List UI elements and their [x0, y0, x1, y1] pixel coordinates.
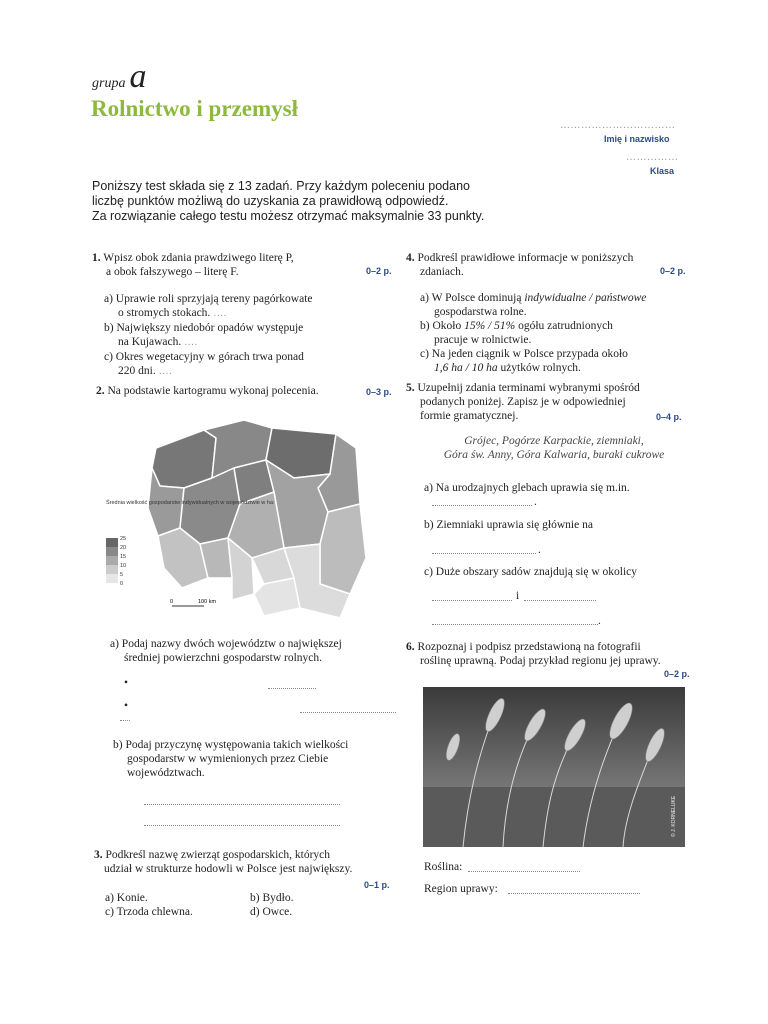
q1-statements: [104, 292, 313, 379]
q5-number: 5.: [406, 382, 415, 394]
class-label: Klasa: [650, 166, 675, 176]
q4-prompt: [406, 251, 633, 279]
q1-prompt: [92, 251, 294, 279]
q5-line: podanych poniżej. Zapisz je w odpowiedniej: [420, 396, 626, 408]
legend-swatch: [106, 538, 118, 547]
answer-line[interactable]: [432, 505, 532, 506]
q2a-line: średniej powierzchni gospodarstw rolnych.: [124, 652, 323, 664]
q4-text: a) W Polsce dominują: [420, 292, 522, 304]
answer-field[interactable]: ….: [184, 337, 198, 348]
q2-prompt: [96, 384, 319, 398]
q2b-line: b) Podaj przyczynę występowania takich wielkości: [113, 739, 349, 751]
q3-points: 0–1 p.: [364, 880, 390, 890]
legend-value: 15: [120, 554, 127, 560]
q5c-text: c) Duże obszary sadów znajdują się w okolicy: [424, 566, 637, 578]
scale-label: 100 km: [198, 599, 217, 605]
name-dots: ……………………………: [560, 120, 676, 131]
q1-statement: na Kujawach.: [118, 336, 182, 348]
q4-line: zdaniach.: [420, 266, 464, 278]
q3-line: udział w strukturze hodowli w Polsce jest największy.: [104, 863, 353, 875]
legend-swatch: [106, 556, 118, 565]
q3-option[interactable]: b) Bydło.: [250, 892, 294, 904]
q4-statements: [420, 291, 646, 375]
photo-credit: © J. KORNELUKE: [671, 795, 677, 837]
group-label: grupa: [92, 76, 126, 91]
answer-line[interactable]: [268, 688, 316, 689]
q5-line: formie gramatycznej.: [420, 410, 519, 422]
bullet: •: [124, 700, 129, 712]
q5-line: Uzupełnij zdania terminami wybranymi spośród: [417, 382, 640, 394]
plant-label: Roślina:: [424, 861, 463, 873]
q3-option[interactable]: c) Trzoda chlewna.: [105, 906, 193, 918]
q4-text: b) Około: [420, 320, 462, 332]
q4-text: gospodarstwa rolne.: [434, 306, 527, 318]
region-label: Region uprawy:: [424, 883, 498, 895]
q5-prompt: [406, 381, 640, 423]
legend-value: 20: [120, 545, 127, 551]
name-label: Imię i nazwisko: [604, 134, 670, 144]
q1-statement: 220 dni.: [118, 365, 156, 377]
q3-line: Podkreśl nazwę zwierząt gospodarskich, których: [105, 849, 330, 861]
bullet: •: [124, 677, 129, 689]
period: .: [538, 544, 541, 556]
q6-prompt: [406, 640, 661, 668]
legend-value: 10: [120, 563, 127, 569]
q2a-line: a) Podaj nazwy dwóch województw o największej: [110, 638, 342, 650]
period: .: [598, 615, 601, 627]
q4-text: użytków rolnych.: [500, 362, 581, 374]
scale-zero: 0: [170, 599, 174, 605]
answer-line[interactable]: [144, 804, 340, 805]
legend-title: [106, 498, 275, 506]
q4-line: Podkreśl prawidłowe informacje w poniższych: [417, 252, 634, 264]
q4-choice[interactable]: 15% / 51%: [464, 320, 516, 332]
q6-line: Rozpoznaj i podpisz przedstawioną na fotografii: [417, 641, 641, 653]
q4-choice[interactable]: 1,6 ha / 10 ha: [434, 362, 498, 374]
q5-terms: [404, 434, 704, 462]
q4-points: 0–2 p.: [660, 266, 686, 276]
q3-number: 3.: [94, 849, 103, 861]
q2-number: 2.: [96, 385, 105, 397]
legend-swatch: [106, 565, 118, 574]
legend-swatch: [106, 574, 118, 583]
q3-option[interactable]: a) Konie.: [105, 892, 148, 904]
q4-text: pracuje w rolnictwie.: [434, 334, 532, 346]
legend-value: 0: [120, 581, 124, 587]
answer-field[interactable]: ….: [158, 366, 173, 377]
q2b-prompt: [113, 738, 348, 780]
q2b-line: województwach.: [127, 767, 205, 779]
group-letter: a: [129, 58, 147, 95]
answer-line[interactable]: [120, 720, 130, 721]
q1-statement: a) Uprawie roli sprzyjają tereny pagórkowate: [104, 293, 313, 305]
q5b-text: b) Ziemniaki uprawia się głównie na: [424, 519, 593, 531]
q1-statement: o stromych stokach.: [118, 307, 211, 319]
page-title: Rolnictwo i przemysł: [91, 96, 298, 121]
class-dots: ……………: [626, 152, 679, 163]
q3-prompt: [94, 848, 352, 876]
region-answer-line[interactable]: [508, 893, 640, 894]
answer-field[interactable]: ….: [213, 308, 227, 319]
q1-statement: b) Największy niedobór opadów występuje: [104, 322, 304, 334]
legend-value: 5: [120, 572, 124, 578]
q1-number: 1.: [92, 252, 101, 264]
legend-swatch: [106, 547, 118, 556]
period: .: [534, 496, 537, 508]
and-text: i: [516, 590, 520, 602]
answer-line[interactable]: [432, 553, 536, 554]
intro-line: Poniższy test składa się z 13 zadań. Przy każdym poleceniu podano: [92, 179, 470, 193]
answer-line[interactable]: [144, 825, 340, 826]
legend-value: 25: [120, 536, 127, 542]
q4-text: ogółu zatrudnionych: [518, 320, 613, 332]
q1-line: Wpisz obok zdania prawdziwego literę P,: [103, 252, 294, 264]
group-heading: [92, 58, 146, 96]
q4-number: 4.: [406, 252, 415, 264]
q4-text: c) Na jeden ciągnik w Polsce przypada około: [420, 348, 628, 360]
region-lubelskie: [320, 504, 366, 594]
poland-cartogram: [104, 408, 366, 622]
q5a-text: a) Na urodzajnych glebach uprawia się m.in.: [424, 482, 630, 494]
region-malopolskie: [254, 578, 300, 616]
q4-choice[interactable]: indywidualne / państwowe: [524, 292, 647, 304]
q3-option[interactable]: d) Owce.: [250, 906, 293, 918]
q1-line: a obok fałszywego – literę F.: [106, 266, 239, 278]
q5-terms-line: Góra św. Anny, Góra Kalwaria, buraki cukrowe: [443, 449, 665, 461]
wheat-photo: [423, 687, 685, 847]
q5-points: 0–4 p.: [656, 412, 682, 422]
answer-line[interactable]: [432, 624, 598, 625]
q5-terms-line: Grójec, Pogórze Karpackie, ziemniaki,: [464, 435, 644, 447]
q1-statement: c) Okres wegetacyjny w górach trwa ponad: [104, 351, 304, 363]
intro-text: [92, 179, 484, 224]
q6-line: roślinę uprawną. Podaj przykład regionu jej uprawy.: [420, 655, 661, 667]
answer-line[interactable]: [300, 712, 396, 713]
q2b-line: gospodarstw w wymienionych przez Ciebie: [127, 753, 329, 765]
q2-text: Na podstawie kartogramu wykonaj polecenia.: [107, 385, 319, 397]
answer-line[interactable]: [524, 600, 596, 601]
intro-line: Za rozwiązanie całego testu możesz otrzymać maksymalnie 33 punkty.: [92, 209, 485, 223]
answer-line[interactable]: [432, 600, 512, 601]
plant-answer-line[interactable]: [468, 871, 580, 872]
q2a-prompt: [110, 637, 342, 665]
q1-points: 0–2 p.: [366, 266, 392, 276]
q6-points: 0–2 p.: [664, 669, 690, 679]
q2-points: 0–3 p.: [366, 387, 392, 397]
field-ground: [423, 787, 685, 847]
q6-number: 6.: [406, 641, 415, 653]
intro-line: liczbę punktów możliwą do uzyskania za prawidłową odpowiedź.: [92, 194, 449, 208]
legend-title-text: Średnia wielkość gospodarstw indywidualnych w województwie w ha:: [106, 500, 275, 506]
